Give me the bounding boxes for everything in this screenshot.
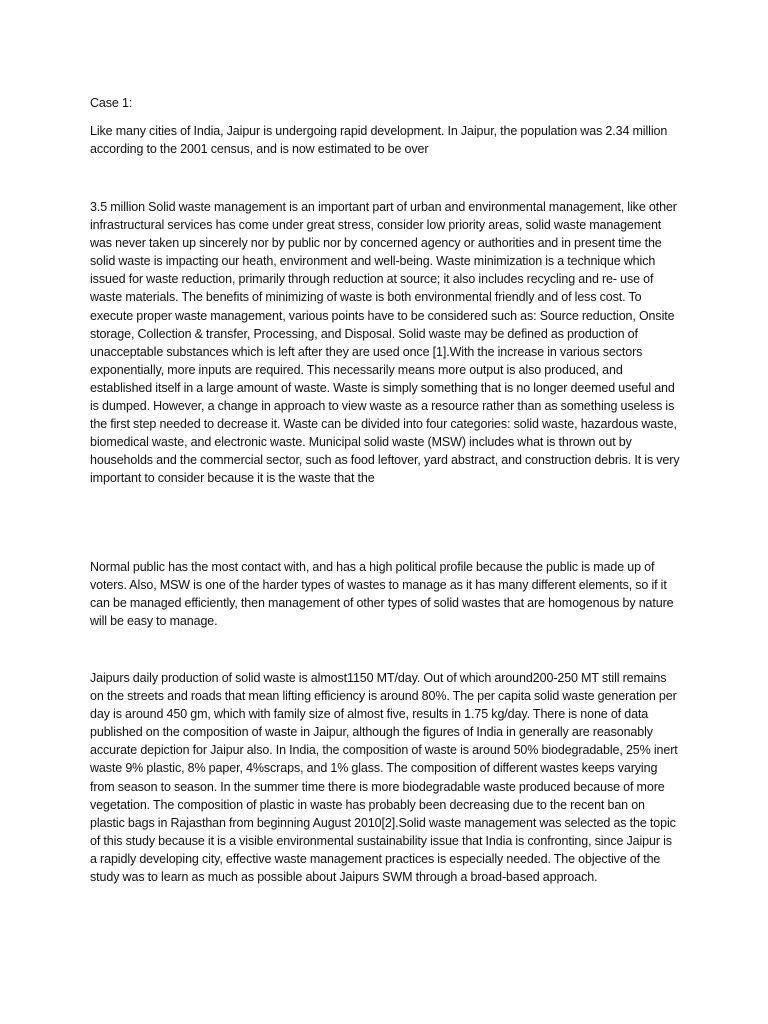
paragraph-jaipur-waste-production: Jaipurs daily production of solid waste is almost1150 MT/day. Out of which around200-250 MT still remains on the streets and roads that mean lifting efficiency is around 80%. The per capita solid waste generation per day is around 450 gm, which with family size of almost five, results in 1.75 kg/day. There is none of data published on the composition of waste in Jaipur, although the figures of India in generally are reasonably accurate depiction for Jaipur also. In India, the composition of waste is around 50% biodegradable, 25% inert waste 9% plastic, 8% paper, 4%scraps, and 1% glass. The composition of different wastes keeps varying from season to season. In the summer time there is more biodegradable waste produced because of more vegetation. The composition of plastic in waste has probably been decreasing due to the recent ban on plastic bags in Rajasthan from beginning August 2010[2].Solid waste management was selected as the topic of this study because it is a visible environmental sustainability issue that India is confronting, since Jaipur is a rapidly developing city, effective waste management practices is especially needed. The objective of the study was to learn as much as possible about Jaipurs SWM through a broad-based approach. (90, 671, 678, 885)
case-heading: Case 1: (90, 96, 133, 110)
paragraph-intro: Like many cities of India, Jaipur is undergoing rapid development. In Jaipur, the population was 2.34 million according to the 2001 census, and is now estimated to be over (90, 124, 668, 157)
paragraph-public-msw: Normal public has the most contact with, and has a high political profile because the public is made up of voters. Also, MSW is one of the harder types of wastes to manage as it has many different elements, so if it can be managed efficiently, then management of other types of solid wastes that are homogenous by nature will be easy to manage. (90, 560, 674, 629)
paragraph-solid-waste-management: 3.5 million Solid waste management is an important part of urban and environmental management, like other infrastructural services has come under great stress, consider low priority areas, solid waste management was never taken up sincerely nor by public nor by concerned agency or authorities and in present time the solid waste is impacting our heath, environment and well-being. Waste minimization is a technique which issued for waste reduction, primarily through reduction at source; it also includes recycling and re- use of waste materials. The benefits of minimizing of waste is both environmental friendly and of less cost. To execute proper waste management, various points have to be considered such as: Source reduction, Onsite storage, Collection & transfer, Processing, and Disposal. Solid waste may be defined as production of unacceptable substances which is left after they are used once [1].With the increase in various sectors exponentially, more inputs are required. This necessarily means more output is also produced, and established itself in a large amount of waste. Waste is simply something that is no longer deemed useful and is dumped. However, a change in approach to view waste as a resource rather than as something useless is the first step needed to decrease it. Waste can be divided into four categories: solid waste, hazardous waste, biomedical waste, and electronic waste. Municipal solid waste (MSW) includes what is thrown out by households and the commercial sector, such as food leftover, yard abstract, and construction debris. It is very important to consider because it is the waste that the (90, 200, 680, 486)
